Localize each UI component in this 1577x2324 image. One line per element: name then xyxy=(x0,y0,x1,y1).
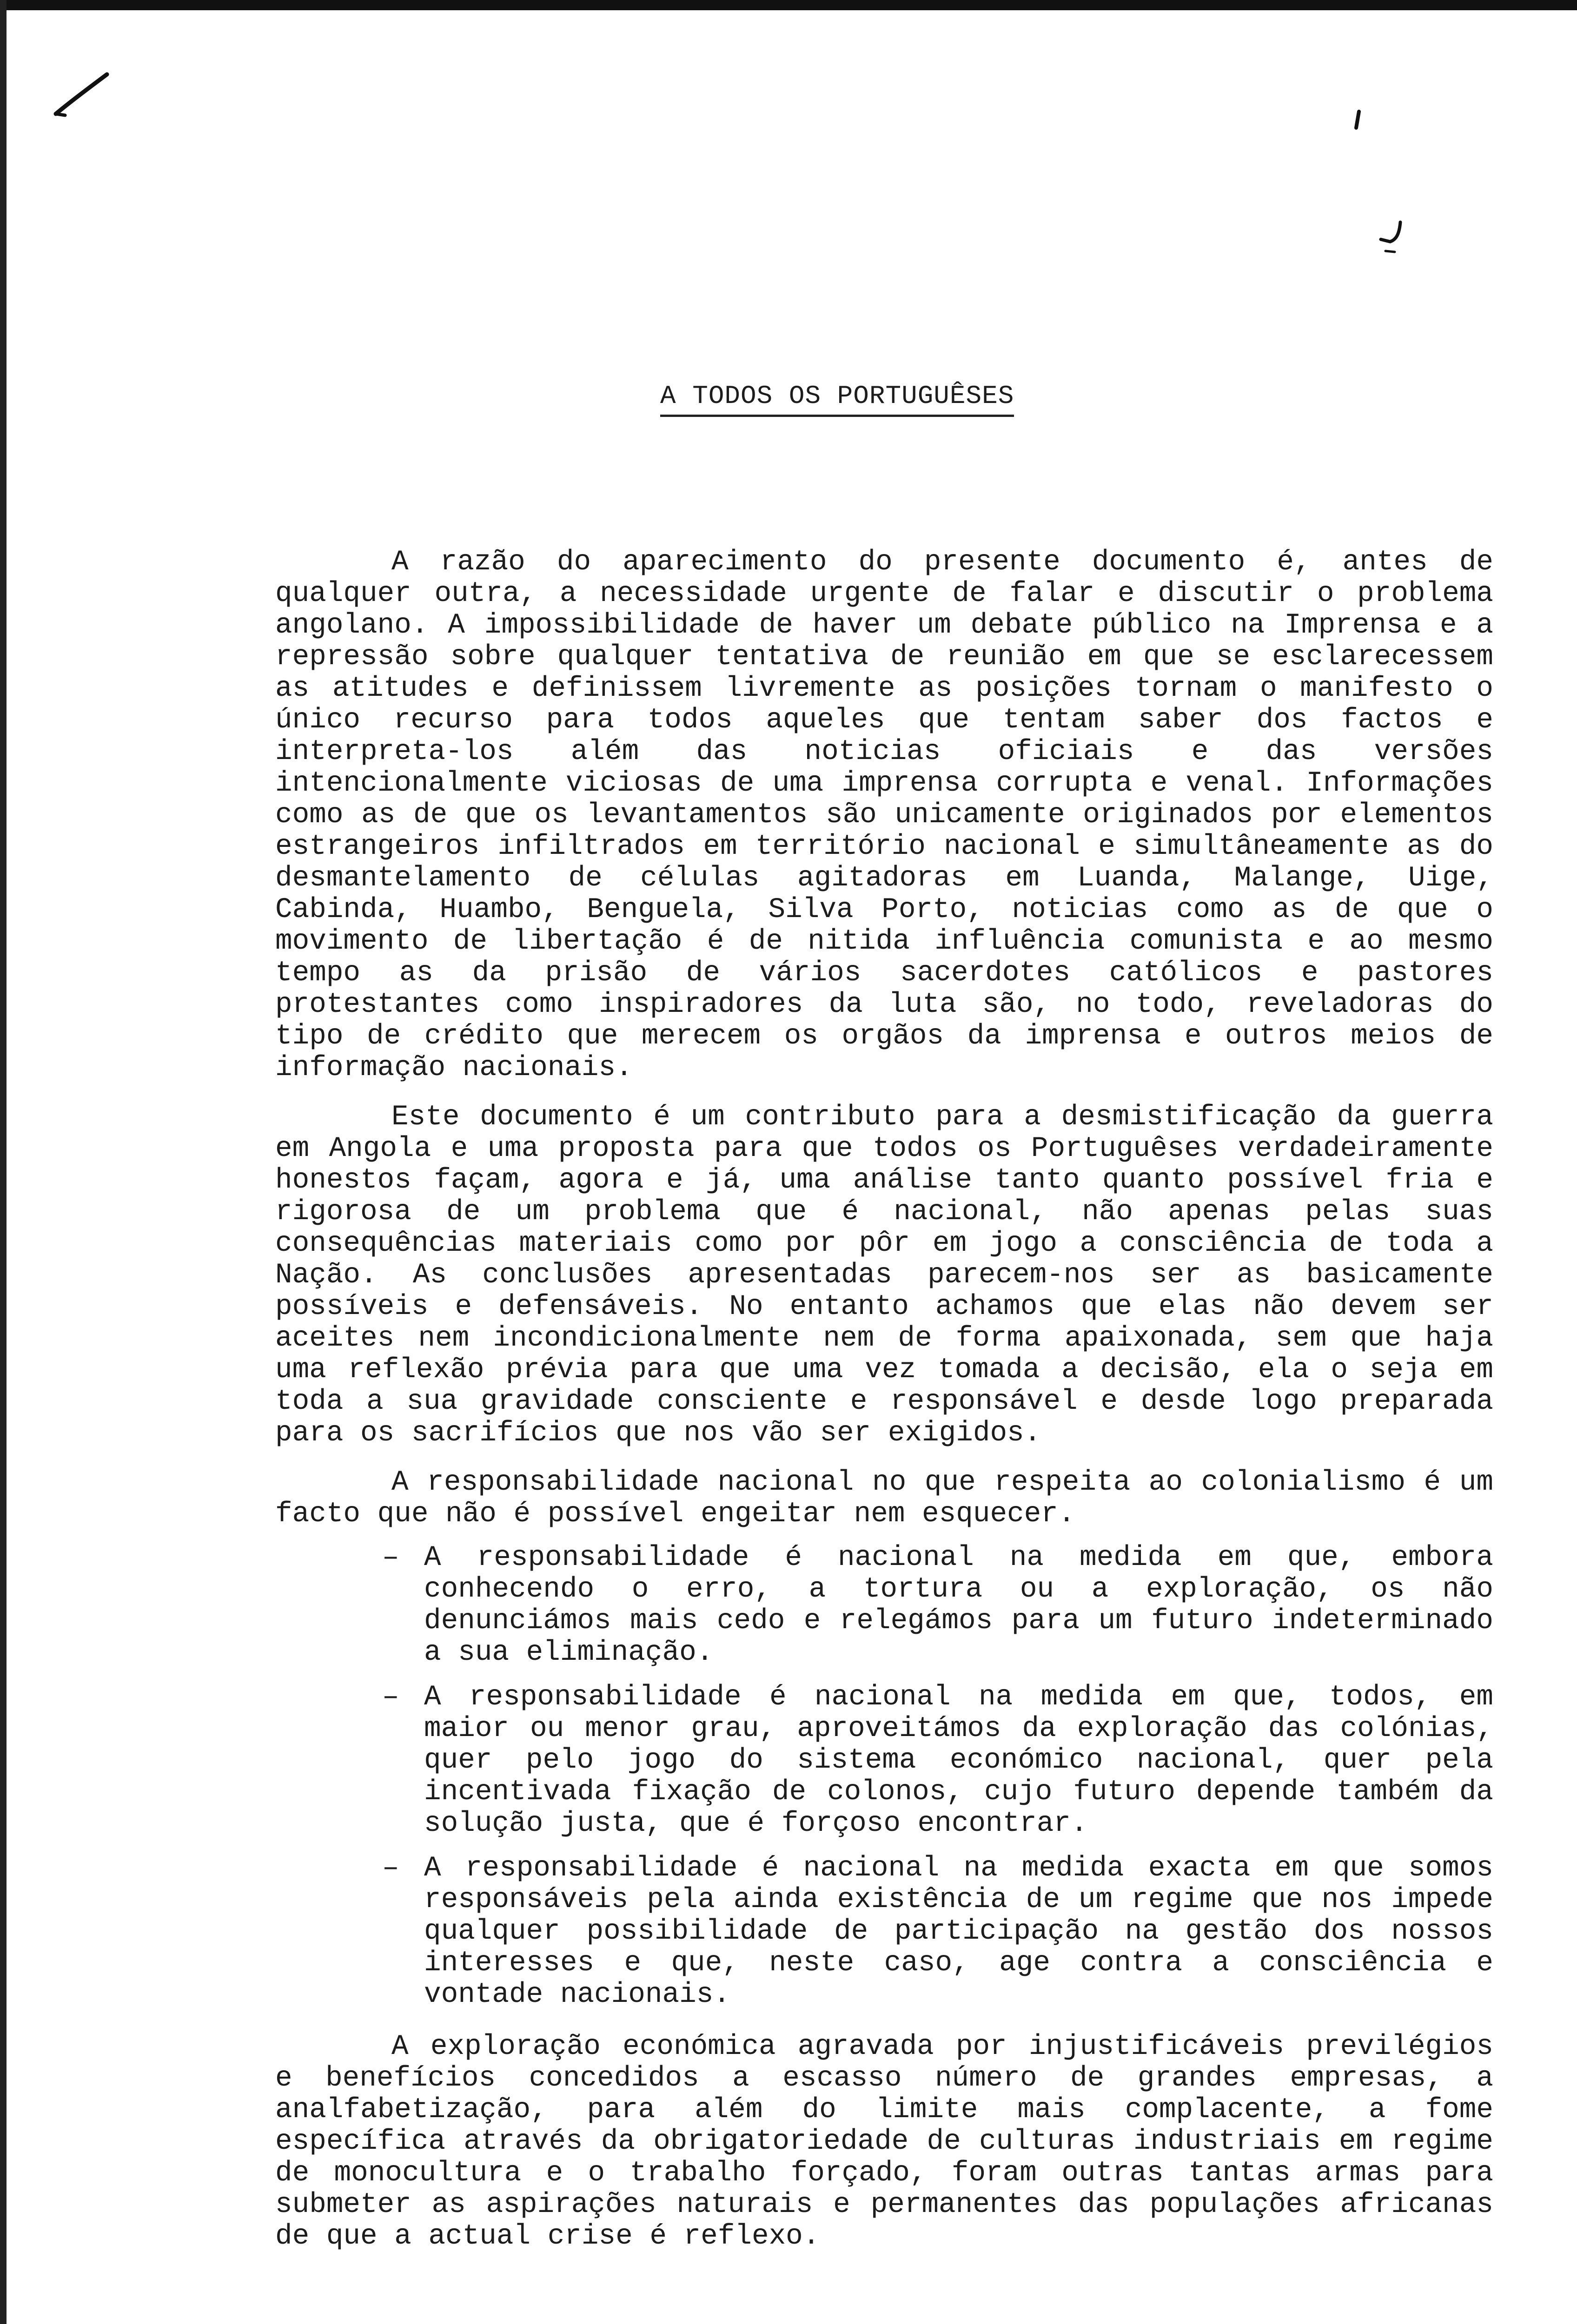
closing-paragraph: A exploração económica agravada por injustificáveis previlégios e benefícios concedidos a escasso número de grandes empresas, a analfabetização, para além do limite mais complacente, a fome específica através da obrigatoriedade de culturas industriais em regime de monocultura e o trabalho forçado, foram outras tantas armas para submeter as aspirações naturais e permanentes das populações africanas de que a actual crise é reflexo. xyxy=(275,2031,1493,2252)
responsibility-list xyxy=(275,1542,1493,2011)
document-title: A TODOS OS PORTUGUÊSES xyxy=(660,381,1014,417)
list-item-text: A responsabilidade é nacional na medida em que, embora conhecendo o erro, a tortura ou a exploração, os não denunciámos mais cedo e relegámos para um futuro indeterminado a sua eliminação. xyxy=(424,1542,1493,1669)
paragraph-1: A razão do aparecimento do presente documento é, antes de qualquer outra, a necessidade urgente de falar e discutir o problema angolano. A impossibilidade de haver um debate público na Imprensa e a repressão sobre qualquer tentativa de reunião em que se esclarecessem as atitudes e definissem livremente as posições tornam o manifesto o único recurso para todos aqueles que tentam saber dos factos e interpreta-los além das noticias oficiais e das versões intencionalmente viciosas de uma imprensa corrupta e venal. Informações como as de que os levantamentos são unicamente originados por elementos estrangeiros infiltrados em território nacional e simultâneamente as do desmantelamento de células agitadoras em Luanda, Malange, Uige, Cabinda, Huambo, Benguela, Silva Porto, noticias como as de que o movimento de libertação é de nitida influência comunista e ao mesmo tempo as da prisão de vários sacerdotes católicos e pastores protestantes como inspiradores da luta são, no todo, reveladoras do tipo de crédito que merecem os orgãos da imprensa e outros meios de informação nacionais. xyxy=(275,546,1493,1084)
paragraph-3: A responsabilidade nacional no que respeita ao colonialismo é um facto que não é possível engeitar nem esquecer. xyxy=(275,1466,1493,1530)
tick-mark-icon xyxy=(1351,109,1365,130)
list-item xyxy=(275,1682,1493,1840)
list-item xyxy=(275,1853,1493,2011)
list-dash: – xyxy=(382,1681,399,1713)
tick-mark-icon xyxy=(51,70,112,121)
scan-left-border xyxy=(0,0,7,2324)
check-mark-icon xyxy=(1376,218,1409,256)
document-body xyxy=(275,547,1493,2270)
list-item-text: A responsabilidade é nacional na medida exacta em que somos responsáveis pela ainda existência de um regime que nos impede qualquer possibilidade de participação na gestão dos nossos interesses e que, neste caso, age contra a consciência e vontade nacionais. xyxy=(424,1852,1493,2011)
list-item xyxy=(275,1542,1493,1669)
scan-top-border xyxy=(0,0,1577,10)
paragraph-2: Este documento é um contributo para a desmistificação da guerra em Angola e uma proposta para que todos os Portuguêses verdadeiramente honestos façam, agora e já, uma análise tanto quanto possível fria e rigorosa de um problema que é nacional, não apenas pelas suas consequências materiais como por pôr em jogo a consciência de toda a Nação. As conclusões apresentadas parecem-nos ser as basicamente possíveis e defensáveis. No entanto achamos que elas não devem ser aceites nem incondicionalmente nem de forma apaixonada, sem que haja uma reflexão prévia para que uma vez tomada a decisão, ela o seja em toda a sua gravidade consciente e responsável e desde logo preparada para os sacrifícios que nos vão ser exigidos. xyxy=(275,1101,1493,1449)
list-dash: – xyxy=(382,1542,399,1574)
list-item-text: A responsabilidade é nacional na medida em que, todos, em maior ou menor grau, aproveitámos da exploração das colónias, quer pelo jogo do sistema económico nacional, quer pela incentivada fixação de colonos, cujo futuro depende também da solução justa, que é forçoso encontrar. xyxy=(424,1681,1493,1840)
list-dash: – xyxy=(382,1852,399,1884)
